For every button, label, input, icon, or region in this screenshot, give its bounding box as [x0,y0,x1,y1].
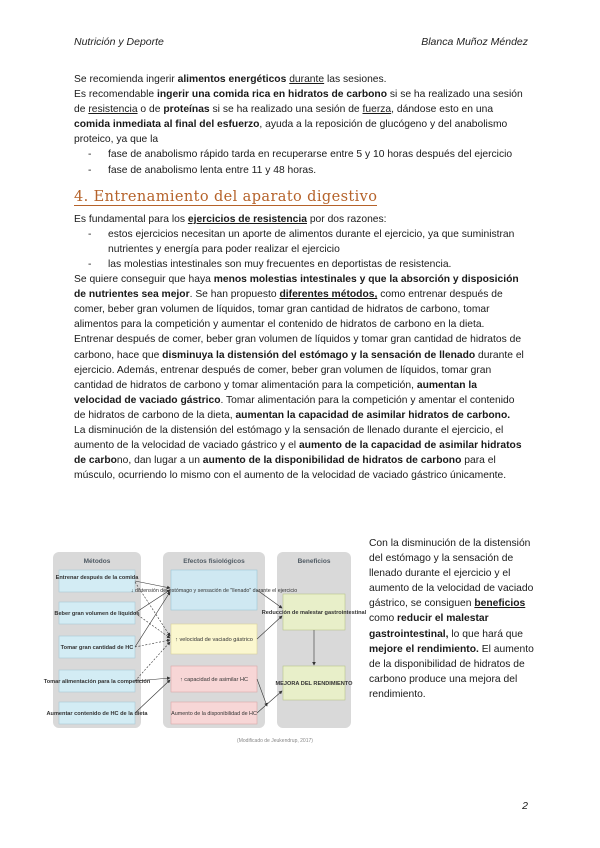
section-paragraph-3 [74,332,526,423]
text-run: beneficios [474,598,526,610]
text-run: para el músculo, ocurriendo lo mismo con el aumento de la velocidad de vaciado gástrico únicamente. [74,455,507,482]
method-box [59,636,135,658]
figure-svg [43,546,367,746]
text-run: aumentan la velocidad de vaciado gástrico [74,379,477,406]
method-box [54,602,139,624]
method-box [46,702,148,724]
text-run: las sesiones. [324,74,387,85]
text-run: disminuya la distensión del estómago y la sensación de llenado [162,349,476,361]
effect-box [171,666,257,692]
list-item: - estos ejercicios necesitan un aporte de alimentos durante el ejercicio, ya que suministran nutrientes y energía para poder realizar el ejercicio [88,227,526,257]
text-run: ejercicios de resistencia [187,213,307,225]
effects-title: Efectos fisiológicos [183,558,245,565]
text-run: fuerza [362,104,392,116]
section-title [74,188,526,206]
text-run: mejore el rendimiento. [369,643,479,655]
header-left: Nutrición y Deporte [74,36,164,48]
figure-side-text [369,536,534,702]
header-right: Blanca Muñoz Méndez [421,36,528,48]
text-run: comida inmediata al final del esfuerzo [74,119,260,131]
text-run: durante [289,74,325,85]
intro-paragraph-2 [74,87,526,147]
method-label-3: Tomar gran cantidad de HC [60,645,134,651]
text-run: , ayuda a la reposición de glucógeno y del anabolismo proteico, ya que la [74,119,508,146]
effect-box [171,702,257,724]
intro-bullets [74,147,526,177]
text-run: si se ha realizado una sesión de [209,104,363,116]
section-title-text: 4. Entrenamiento del aparato digestivo [74,188,378,205]
text-run: menos molestias intestinales y que la absorción y disposición de nutrientes sea mejor [74,274,519,301]
text-run: como [369,613,398,625]
text-run: alimentos energéticos [177,74,287,85]
method-label-5: Aumentar contenido de HC de la dieta [46,711,148,717]
text-run: Entrenar después de comer, beber gran volumen de líquidos y tomar gran cantidad de hidratos de carbono, hace que [74,334,522,361]
text-run: durante el ejercicio. Además, entrenar después de comer, beber gran volumen de líquidos, tomar gran cantidad de hidratos de carbono y tomar alimentación para la competición, [74,349,524,391]
text-run: Se recomienda ingerir [74,74,178,85]
effect-label-2: ↑ velocidad de vaciado gástrico [175,637,253,643]
list-item: - fase de anabolismo rápido tarda en recuperarse entre 5 y 10 horas después del ejercicio [88,147,526,162]
text-run: por dos razones: [306,213,387,225]
benefit-label-1: Reducción de malestar gastrointestinal [261,610,367,616]
text-run: Es recomendable [74,89,157,101]
text-run: La disminución de la distensión del estómago y la sensación de llenado durante el ejercicio, el aumento de la velocidad de vaciado gástrico y el [74,424,504,452]
text-run: Con la disminución de la distensión del estómago y la sensación de llenado durante el ejercicio y el aumento de la velocidad de vaciado gástrico, se consiguen [369,538,534,610]
effect-label-1: ↓ distensión del estómago y sensación de "llenado" durante el ejercicio [130,588,298,594]
figure-source: (Modificado de Jeukendrup, 2017) [237,738,313,744]
text-run: si se ha realizado una sesión de [74,89,523,116]
effect-box [171,624,257,654]
text-run: como entrenar después de comer, beber gran volumen de líquidos, tomar gran cantidad de hidratos de carbono, tomar alimentos para la competición y aumentar el contenido de hidratos de carbono en la dieta. [74,289,503,331]
text-run: ingerir una comida rica en hidratos de carbono [157,89,388,101]
benefit-label-2: MEJORA DEL RENDIMIENTO [275,681,353,687]
section-paragraph-1 [74,212,526,227]
effect-label-3: ↑ capacidad de asimilar HC [179,677,249,683]
section-bullets [74,227,526,272]
methods-title: Métodos [83,558,111,565]
intro-paragraph-1 [74,72,526,87]
text-run: diferentes métodos, [279,289,378,301]
text-run: aumento de la disponibilidad de hidratos de carbono [202,455,462,467]
list-item: - fase de anabolismo lenta entre 11 y 48 horas. [88,163,526,178]
method-label-1: Entrenar después de la comida [55,575,139,581]
benefit-box [276,666,354,700]
list-item: - las molestias intestinales son muy frecuentes en deportistas de resistencia. [88,257,526,272]
text-run: Es fundamental para los [74,213,188,225]
text-run: . Tomar alimentación para la competición y amentar el contenido de hidratos de carbono de la dieta, [74,394,515,421]
text-run: Se quiere conseguir que haya [74,274,214,286]
document-body [74,72,526,483]
method-box [44,670,151,692]
method-label-2: Beber gran volumen de líquidos [54,611,140,617]
text-run: . Se han propuesto [189,289,280,301]
text-run: resistencia [88,104,138,116]
text-run: aumento de la capacidad de asimilar hidratos de carbo [74,440,522,467]
text-run: o de [137,104,164,116]
text-run: lo que hará que [448,628,523,640]
section-paragraph-2 [74,272,526,332]
effect-label-4: Aumento de la disponibilidad de HC [171,711,257,717]
benefits-title: Beneficios [297,558,331,565]
method-box [56,570,140,592]
text-run: El aumento de la disponibilidad de hidratos de carbono produce una mejora del rendimiento. [369,643,534,700]
text-run: no, dan lugar a un [116,455,203,467]
page-number: 2 [522,800,528,812]
method-label-4: Tomar alimentación para la competición [43,679,151,685]
effect-box [131,570,297,610]
text-run: , dándose esto en una [391,104,494,116]
text-run: proteínas [163,104,210,116]
digestive-training-figure [43,546,367,746]
section-paragraph-4 [74,423,526,483]
text-run: aumentan la capacidad de asimilar hidratos de carbono. [235,409,511,421]
text-run: reducir el malestar gastrointestinal, [369,613,489,640]
